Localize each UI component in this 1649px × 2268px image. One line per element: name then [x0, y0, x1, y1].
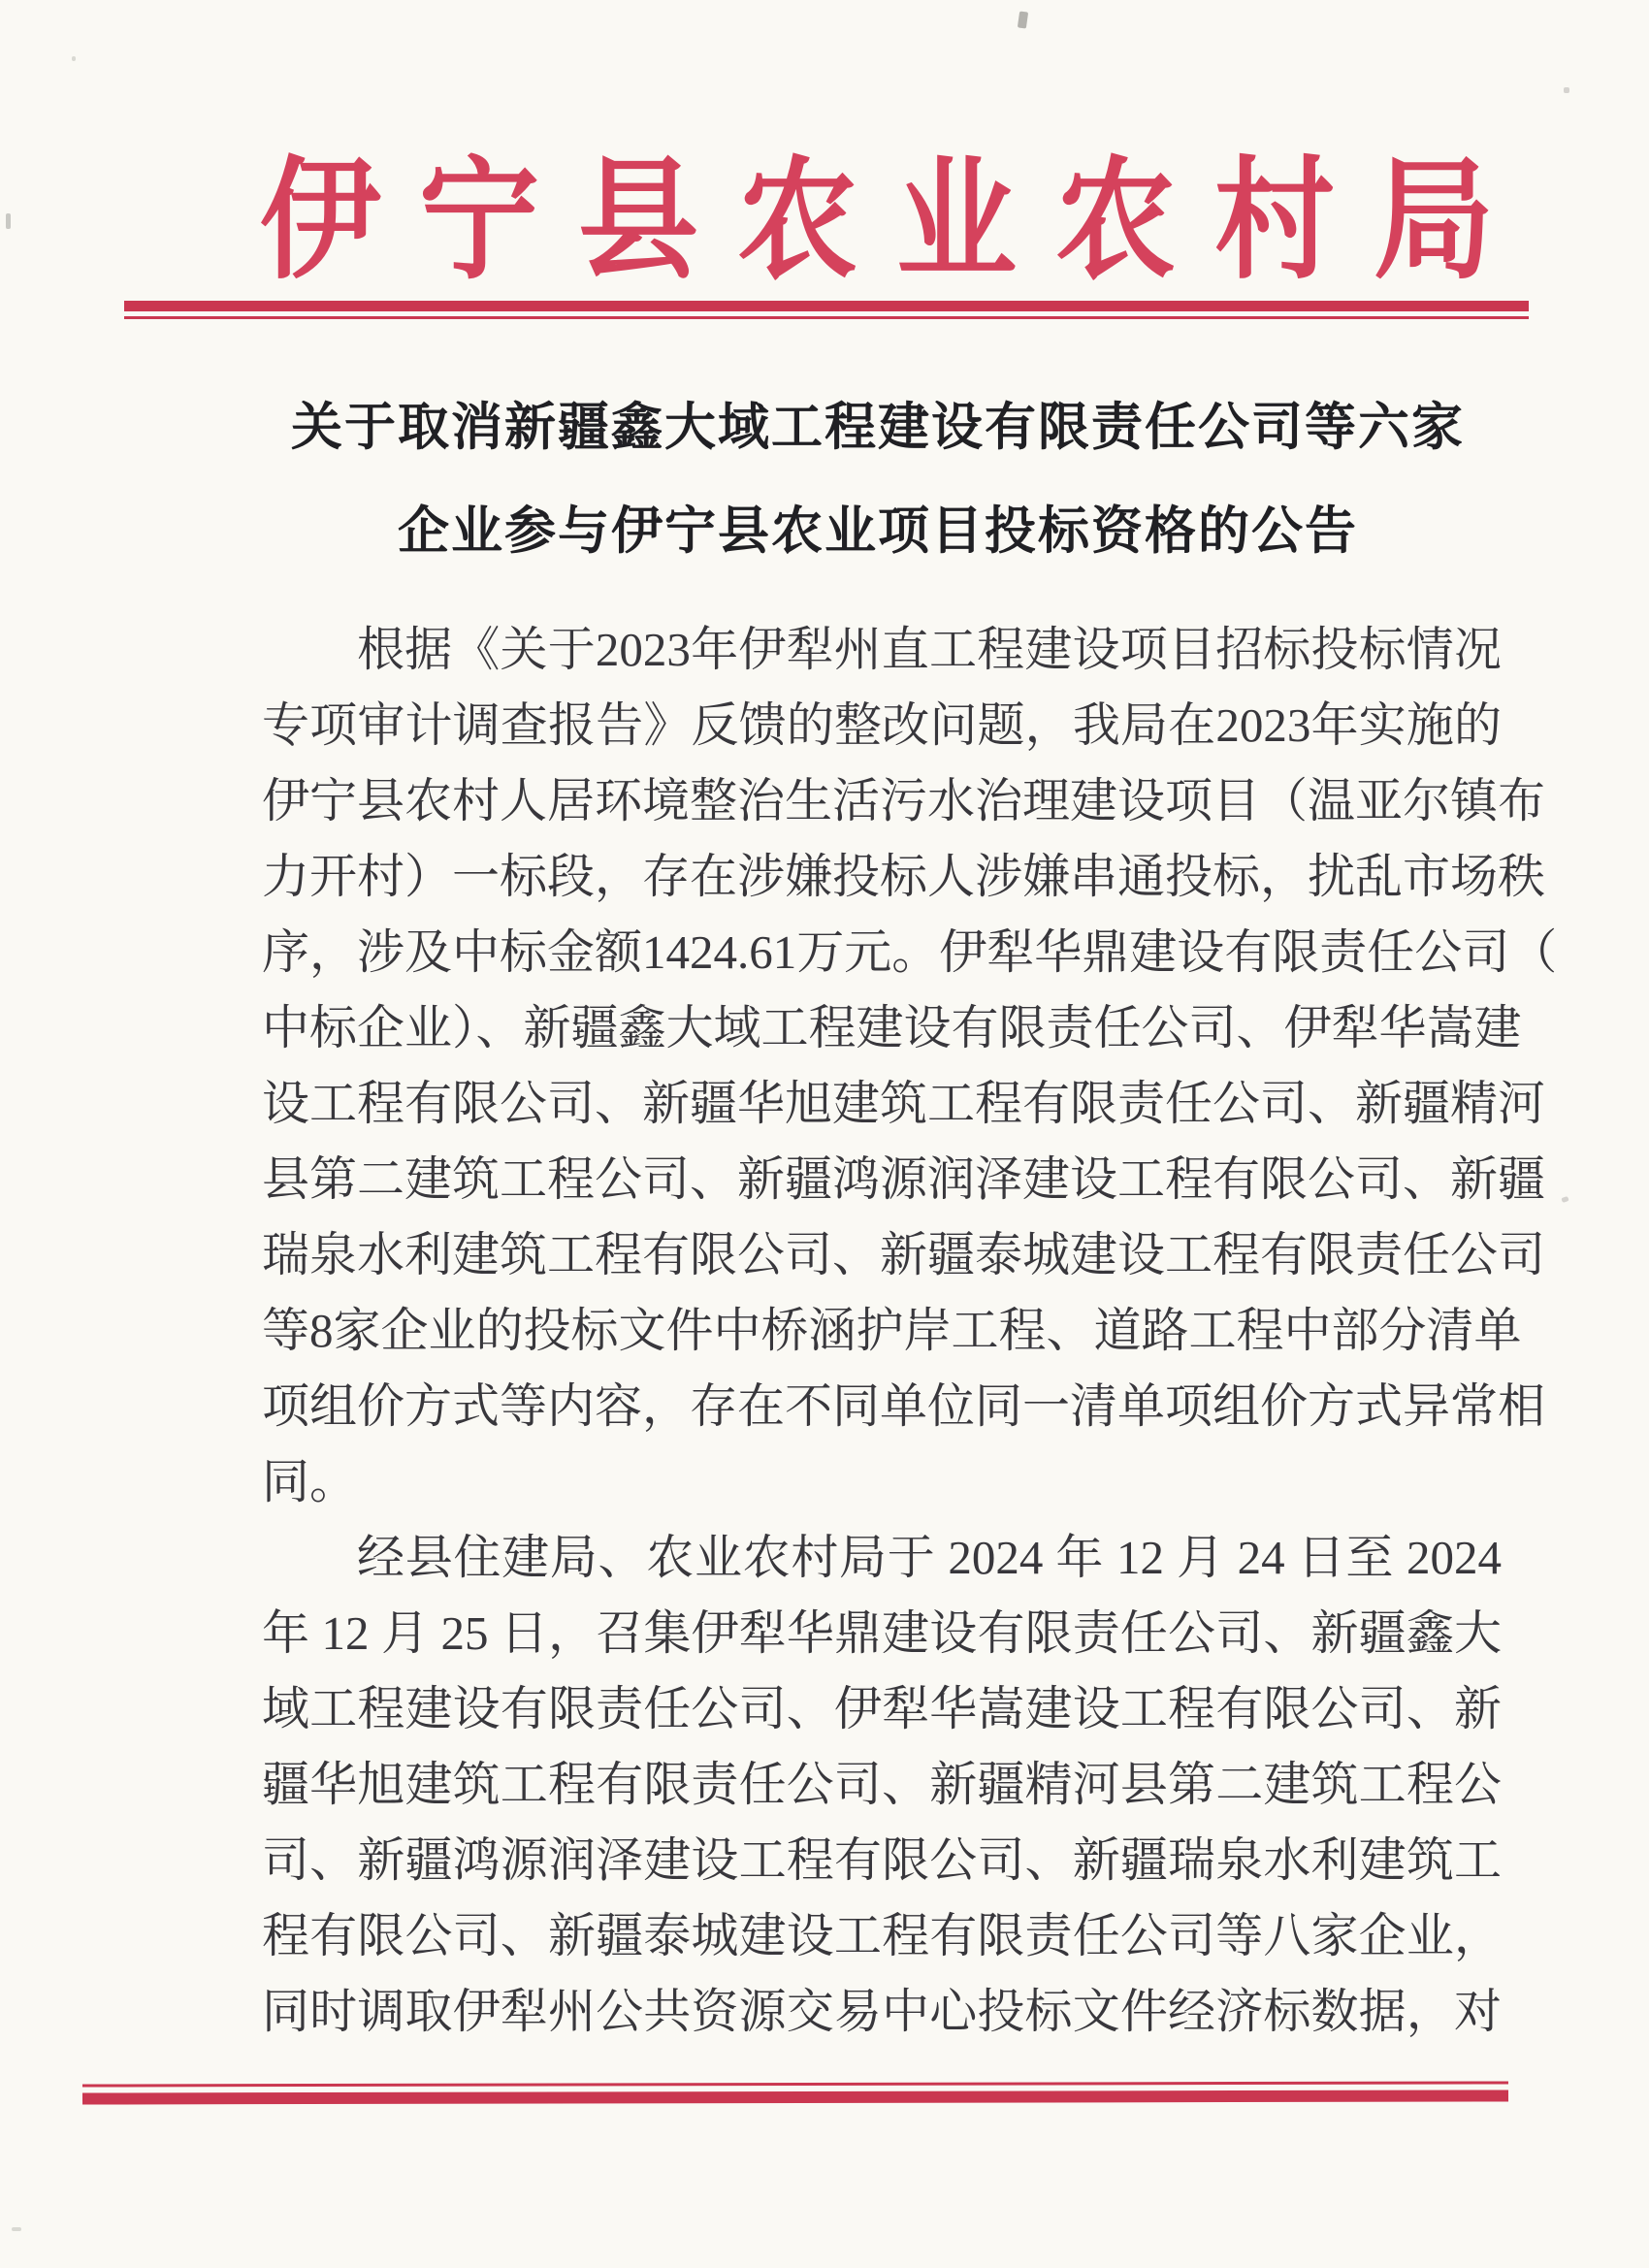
body-line: 经县住建局、农业农村局于 2024 年 12 月 24 日至 2024 — [357, 1531, 1502, 1584]
footer-rule-thick-line — [82, 2090, 1508, 2104]
scan-speck — [1561, 1196, 1568, 1203]
scan-speck — [12, 2227, 21, 2231]
body-line: 域工程建设有限责任公司、伊犁华嵩建设工程有限公司、新 — [262, 1682, 1502, 1735]
document-body — [262, 612, 1558, 2050]
header-rule-thin-line — [124, 316, 1529, 319]
footer-double-rule — [82, 2081, 1508, 2104]
body-line: 瑞泉水利建筑工程有限公司、新疆泰城建设工程有限责任公司 — [262, 1228, 1546, 1281]
scan-speck — [72, 56, 76, 61]
document-title — [242, 376, 1513, 584]
scan-speck — [1018, 11, 1028, 28]
body-line: 设工程有限公司、新疆华旭建筑工程有限责任公司、新疆精河 — [262, 1077, 1546, 1130]
document-title-line-2: 企业参与伊宁县农业项目投标资格的公告 — [398, 503, 1358, 560]
body-line: 县第二建筑工程公司、新疆鸿源润泽建设工程有限公司、新疆 — [262, 1152, 1546, 1206]
body-line: 序，涉及中标金额1424.61万元。伊犁华鼎建设有限责任公司（ — [262, 925, 1558, 979]
body-line: 根据《关于2023年伊犁州直工程建设项目招标投标情况 — [357, 623, 1502, 676]
body-line: 项组价方式等内容，存在不同单位同一清单项组价方式异常相 — [262, 1379, 1546, 1433]
body-line: 伊宁县农村人居环境整治生活污水治理建设项目（温亚尔镇布 — [262, 774, 1546, 827]
body-line: 中标企业）、新疆鑫大域工程建设有限责任公司、伊犁华嵩建 — [262, 1001, 1522, 1054]
header-rule-thick-line — [124, 301, 1529, 311]
body-line: 司、新疆鸿源润泽建设工程有限公司、新疆瑞泉水利建筑工 — [262, 1833, 1502, 1887]
body-line: 同时调取伊犁州公共资源交易中心投标文件经济标数据，对 — [262, 1985, 1502, 2038]
body-line: 等8家企业的投标文件中桥涵护岸工程、道路工程中部分清单 — [262, 1304, 1522, 1357]
document-title-line-1: 关于取消新疆鑫大域工程建设有限责任公司等六家 — [291, 400, 1465, 456]
body-line: 力开村）一标段，存在涉嫌投标人涉嫌串通投标，扰乱市场秩 — [262, 850, 1546, 903]
body-line: 专项审计调查报告》反馈的整改问题，我局在2023年实施的 — [262, 698, 1502, 752]
agency-header-title: 伊宁县农业农村局 — [260, 148, 1494, 295]
body-line: 年 12 月 25 日，召集伊犁华鼎建设有限责任公司、新疆鑫大 — [262, 1606, 1502, 1660]
body-line: 疆华旭建筑工程有限责任公司、新疆精河县第二建筑工程公 — [262, 1758, 1502, 1811]
scan-speck — [1564, 87, 1569, 93]
header-double-rule — [124, 301, 1529, 319]
body-line: 程有限公司、新疆泰城建设工程有限责任公司等八家企业， — [262, 1909, 1502, 1962]
scan-speck — [6, 213, 11, 229]
body-line: 同。 — [262, 1455, 358, 1508]
